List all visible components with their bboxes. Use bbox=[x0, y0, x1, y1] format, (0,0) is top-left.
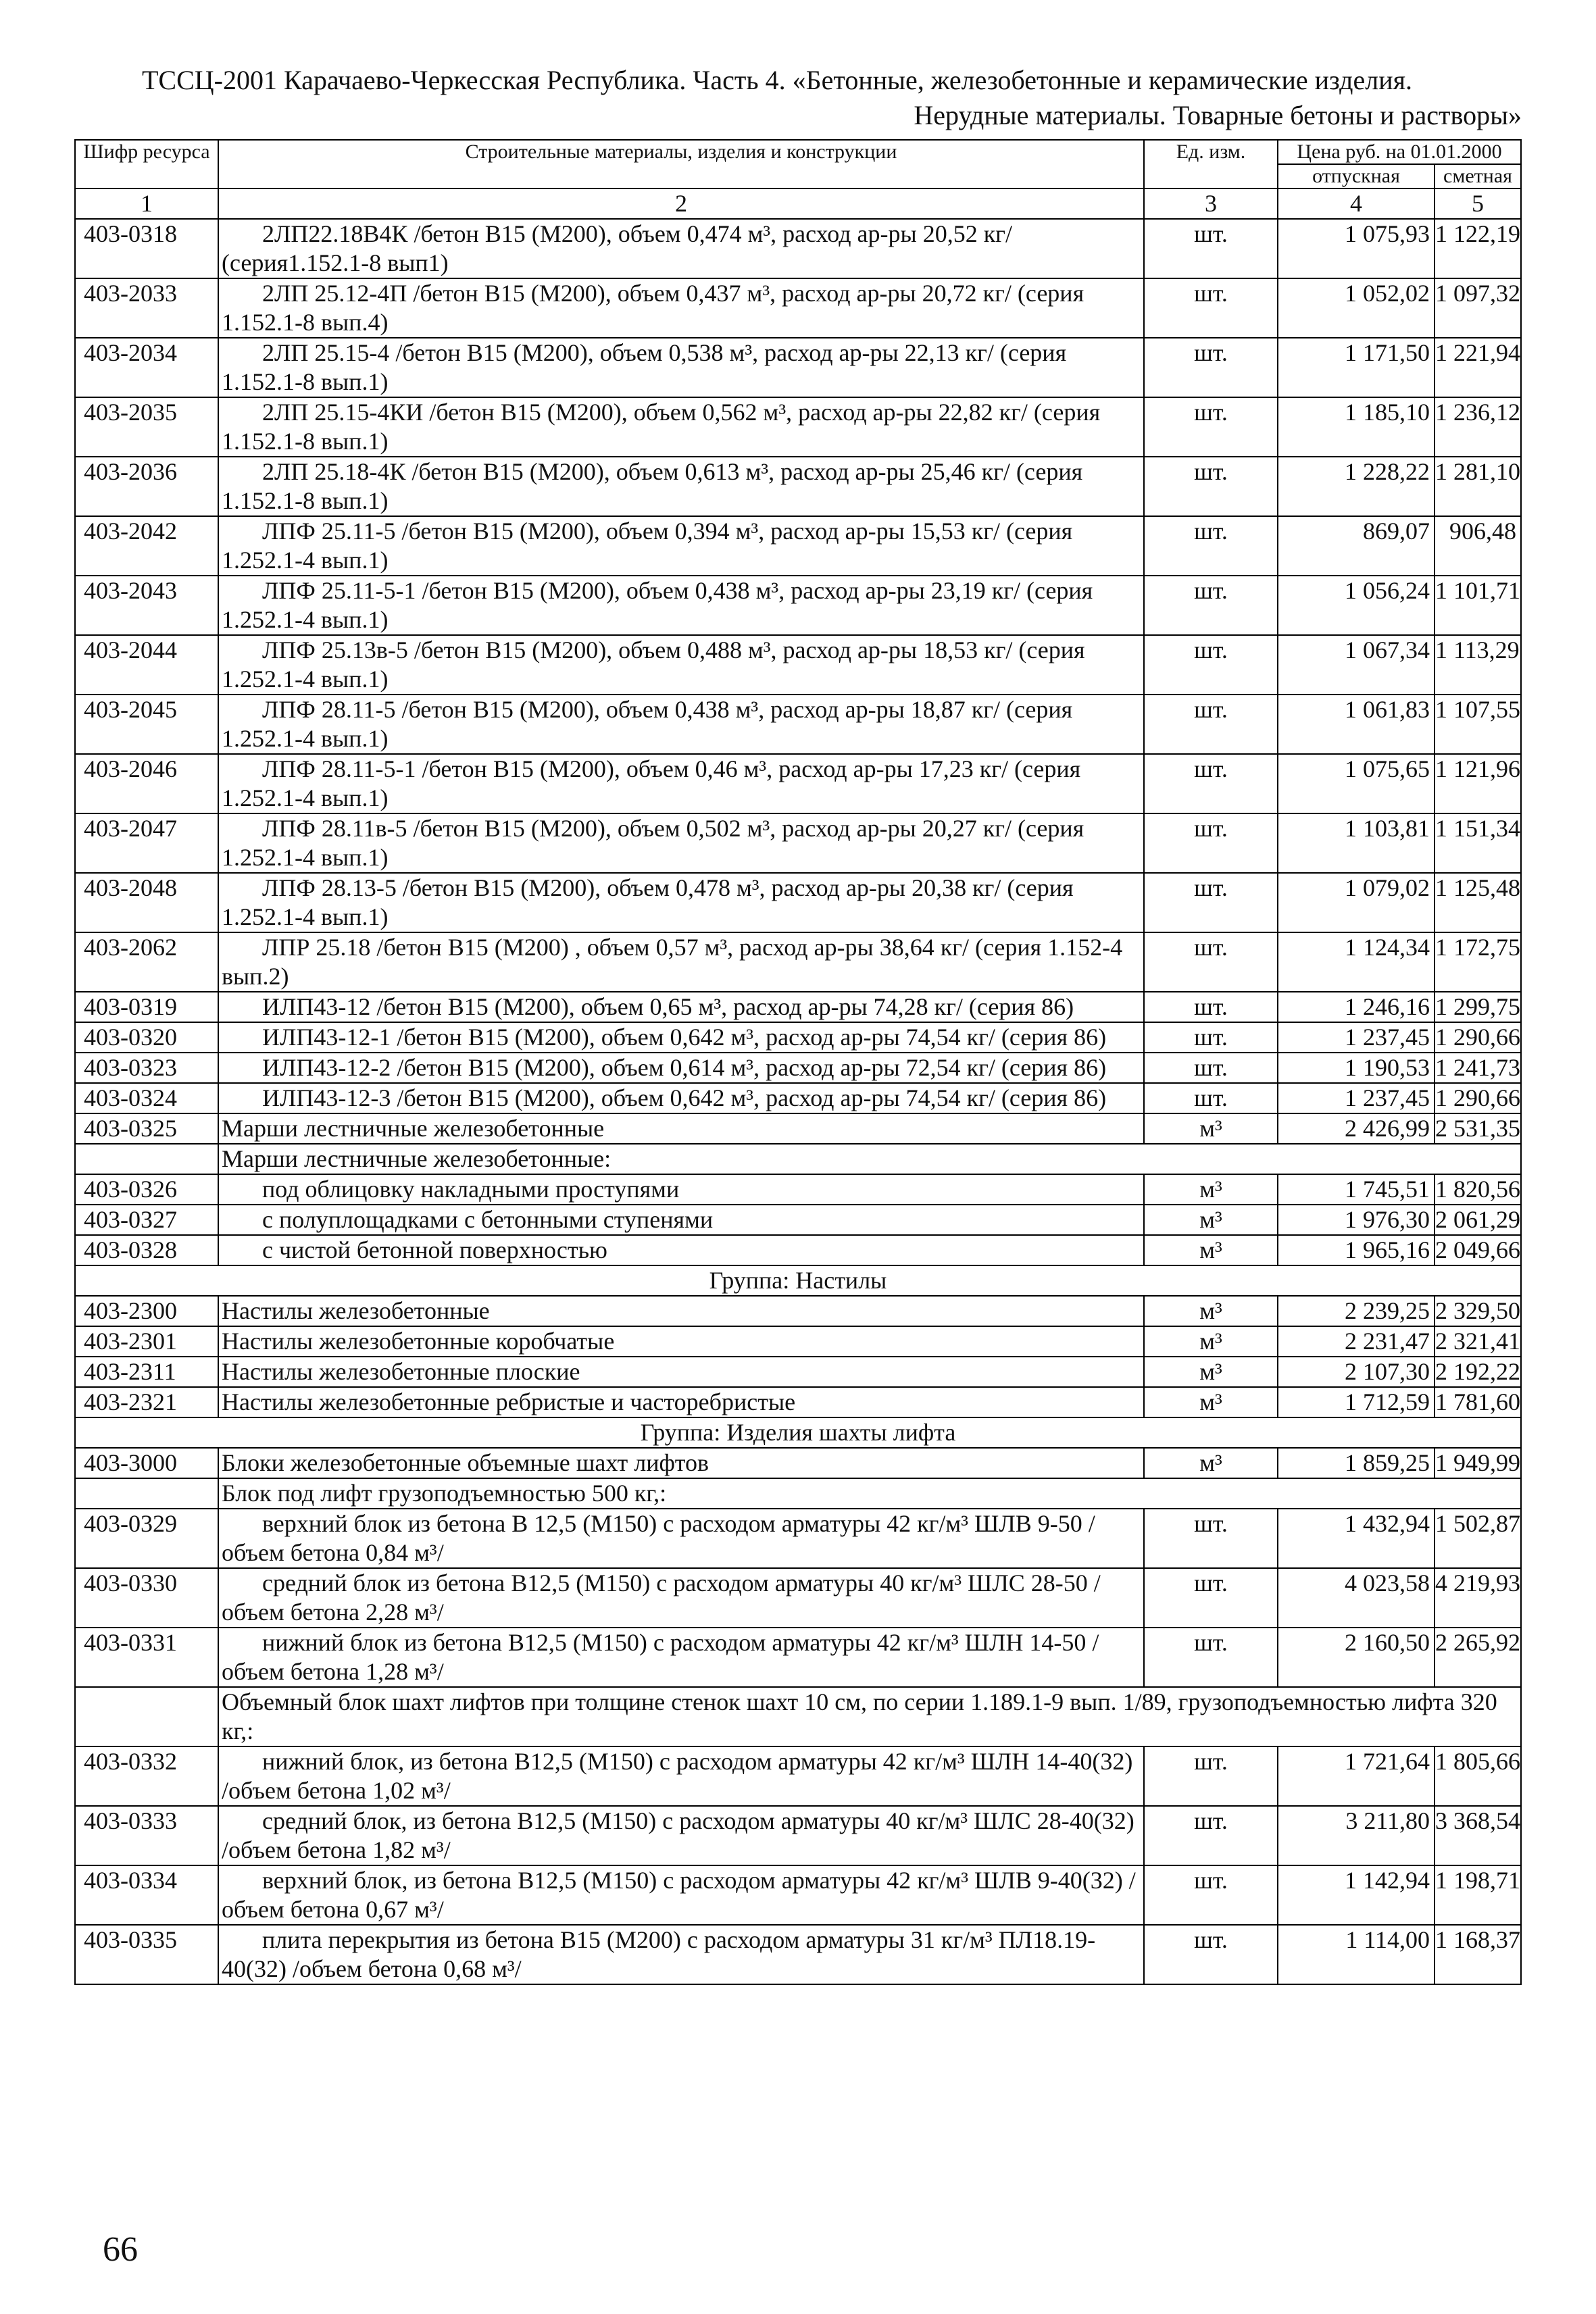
estimate-price: 1 172,75 bbox=[1435, 932, 1521, 992]
table-row bbox=[75, 397, 1521, 457]
group-heading: Группа: Настилы bbox=[75, 1265, 1521, 1296]
resource-code: 403-0323 bbox=[75, 1053, 218, 1083]
resource-code: 403-0329 bbox=[75, 1509, 218, 1568]
table-section bbox=[75, 1746, 1521, 1984]
material-name: ЛПФ 28.11в-5 /бетон В15 (М200), объем 0,502 м³, расход ар-ры 20,27 кг/ (серия 1.252.1-4 вып.1) bbox=[218, 813, 1144, 873]
estimate-price: 1 168,37 bbox=[1435, 1925, 1521, 1984]
estimate-price: 2 265,92 bbox=[1435, 1628, 1521, 1687]
price-table bbox=[74, 139, 1522, 1985]
release-price: 1 056,24 bbox=[1278, 576, 1435, 635]
estimate-price: 1 151,34 bbox=[1435, 813, 1521, 873]
table-row bbox=[75, 1746, 1521, 1806]
empty-cell bbox=[75, 1687, 218, 1746]
table-row bbox=[75, 1806, 1521, 1865]
unit-of-measure: шт. bbox=[1144, 1083, 1278, 1113]
material-name: Настилы железобетонные коробчатые bbox=[218, 1326, 1144, 1357]
table-row bbox=[75, 813, 1521, 873]
release-price: 1 859,25 bbox=[1278, 1448, 1435, 1478]
release-price: 1 052,02 bbox=[1278, 278, 1435, 338]
resource-code: 403-2046 bbox=[75, 754, 218, 813]
material-name: ЛПФ 28.11-5-1 /бетон В15 (М200), объем 0,46 м³, расход ар-ры 17,23 кг/ (серия 1.252.1-4 вып.1) bbox=[218, 754, 1144, 813]
estimate-price: 3 368,54 bbox=[1435, 1806, 1521, 1865]
estimate-price: 1 221,94 bbox=[1435, 338, 1521, 397]
table-row bbox=[75, 695, 1521, 754]
release-price: 1 061,83 bbox=[1278, 695, 1435, 754]
resource-code: 403-2301 bbox=[75, 1326, 218, 1357]
release-price: 1 185,10 bbox=[1278, 397, 1435, 457]
resource-code: 403-2044 bbox=[75, 635, 218, 695]
estimate-price: 1 101,71 bbox=[1435, 576, 1521, 635]
material-name: под облицовку накладными проступями bbox=[218, 1174, 1144, 1205]
table-section bbox=[75, 1417, 1521, 1448]
resource-code: 403-0333 bbox=[75, 1806, 218, 1865]
unit-of-measure: шт. bbox=[1144, 516, 1278, 576]
material-name: ЛПФ 28.11-5 /бетон В15 (М200), объем 0,438 м³, расход ар-ры 18,87 кг/ (серия 1.252.1-4 вып.1) bbox=[218, 695, 1144, 754]
unit-of-measure: шт. bbox=[1144, 754, 1278, 813]
material-name: нижний блок, из бетона В12,5 (М150) с расходом арматуры 42 кг/м³ ШЛН 14-40(32) /объем бетона 1,02 м³/ bbox=[218, 1746, 1144, 1806]
document-title-line-2: Нерудные материалы. Товарные бетоны и растворы» bbox=[914, 100, 1522, 130]
material-name: ЛПФ 25.11-5 /бетон В15 (М200), объем 0,394 м³, расход ар-ры 15,53 кг/ (серия 1.252.1-4 вып.1) bbox=[218, 516, 1144, 576]
table-row bbox=[75, 1865, 1521, 1925]
column-header-code: Шифр ресурса bbox=[75, 140, 218, 188]
material-name: средний блок, из бетона В12,5 (М150) с расходом арматуры 40 кг/м³ ШЛС 28-40(32) /объем бетона 1,82 м³/ bbox=[218, 1806, 1144, 1865]
resource-code: 403-0326 bbox=[75, 1174, 218, 1205]
group-heading-row bbox=[75, 1417, 1521, 1448]
subheading-row bbox=[75, 1687, 1521, 1746]
empty-cell bbox=[75, 1144, 218, 1174]
unit-of-measure: шт. bbox=[1144, 932, 1278, 992]
table-section bbox=[75, 1265, 1521, 1296]
estimate-price: 2 321,41 bbox=[1435, 1326, 1521, 1357]
table-section bbox=[75, 219, 1521, 1144]
release-price: 1 075,93 bbox=[1278, 219, 1435, 278]
table-row bbox=[75, 1113, 1521, 1144]
resource-code: 403-2043 bbox=[75, 576, 218, 635]
resource-code: 403-0325 bbox=[75, 1113, 218, 1144]
unit-of-measure: шт. bbox=[1144, 1509, 1278, 1568]
estimate-price: 1 805,66 bbox=[1435, 1746, 1521, 1806]
table-row bbox=[75, 1053, 1521, 1083]
estimate-price: 1 781,60 bbox=[1435, 1387, 1521, 1417]
table-row bbox=[75, 1022, 1521, 1053]
table-row bbox=[75, 1357, 1521, 1387]
estimate-price: 2 329,50 bbox=[1435, 1296, 1521, 1326]
unit-of-measure: шт. bbox=[1144, 873, 1278, 932]
release-price: 2 160,50 bbox=[1278, 1628, 1435, 1687]
table-row bbox=[75, 754, 1521, 813]
material-name: верхний блок, из бетона В12,5 (М150) с расходом арматуры 42 кг/м³ ШЛВ 9-40(32) /объем бетона 0,67 м³/ bbox=[218, 1865, 1144, 1925]
material-name: верхний блок из бетона В 12,5 (М150) с расходом арматуры 42 кг/м³ ШЛВ 9-50 /объем бетона 0,84 м³/ bbox=[218, 1509, 1144, 1568]
table-row bbox=[75, 1448, 1521, 1478]
subheading-text: Марши лестничные железобетонные: bbox=[218, 1144, 1521, 1174]
estimate-price: 2 192,22 bbox=[1435, 1357, 1521, 1387]
release-price: 1 067,34 bbox=[1278, 635, 1435, 695]
unit-of-measure: шт. bbox=[1144, 397, 1278, 457]
table-row bbox=[75, 338, 1521, 397]
release-price: 1 712,59 bbox=[1278, 1387, 1435, 1417]
release-price: 1 976,30 bbox=[1278, 1205, 1435, 1235]
unit-of-measure: м³ bbox=[1144, 1205, 1278, 1235]
unit-of-measure: м³ bbox=[1144, 1387, 1278, 1417]
material-name: 2ЛП 25.15-4КИ /бетон В15 (М200), объем 0,562 м³, расход ар-ры 22,82 кг/ (серия 1.152.1-8 вып.1) bbox=[218, 397, 1144, 457]
unit-of-measure: шт. bbox=[1144, 992, 1278, 1022]
estimate-price: 1 299,75 bbox=[1435, 992, 1521, 1022]
resource-code: 403-0334 bbox=[75, 1865, 218, 1925]
resource-code: 403-2035 bbox=[75, 397, 218, 457]
material-name: 2ЛП 25.12-4П /бетон В15 (М200), объем 0,437 м³, расход ар-ры 20,72 кг/ (серия 1.152.1-8 вып.4) bbox=[218, 278, 1144, 338]
resource-code: 403-2045 bbox=[75, 695, 218, 754]
column-number: 3 bbox=[1144, 188, 1278, 219]
resource-code: 403-2321 bbox=[75, 1387, 218, 1417]
unit-of-measure: м³ bbox=[1144, 1357, 1278, 1387]
estimate-price: 1 502,87 bbox=[1435, 1509, 1521, 1568]
resource-code: 403-0330 bbox=[75, 1568, 218, 1628]
column-header-unit: Ед. изм. bbox=[1144, 140, 1278, 188]
release-price: 1 142,94 bbox=[1278, 1865, 1435, 1925]
subheading-row bbox=[75, 1144, 1521, 1174]
unit-of-measure: шт. bbox=[1144, 576, 1278, 635]
release-price: 1 114,00 bbox=[1278, 1925, 1435, 1984]
unit-of-measure: шт. bbox=[1144, 457, 1278, 516]
estimate-price: 1 290,66 bbox=[1435, 1083, 1521, 1113]
table-row bbox=[75, 1628, 1521, 1687]
material-name: нижний блок из бетона В12,5 (М150) с расходом арматуры 42 кг/м³ ШЛН 14-50 /объем бетона 1,28 м³/ bbox=[218, 1628, 1144, 1687]
unit-of-measure: шт. bbox=[1144, 278, 1278, 338]
subheading-text: Блок под лифт грузоподъемностью 500 кг,: bbox=[218, 1478, 1521, 1509]
unit-of-measure: м³ bbox=[1144, 1113, 1278, 1144]
table-row bbox=[75, 1387, 1521, 1417]
release-price: 1 228,22 bbox=[1278, 457, 1435, 516]
table-section bbox=[75, 1478, 1521, 1509]
unit-of-measure: шт. bbox=[1144, 338, 1278, 397]
release-price: 1 237,45 bbox=[1278, 1022, 1435, 1053]
material-name: Настилы железобетонные bbox=[218, 1296, 1144, 1326]
unit-of-measure: м³ bbox=[1144, 1296, 1278, 1326]
column-number: 4 bbox=[1278, 188, 1435, 219]
unit-of-measure: шт. bbox=[1144, 1628, 1278, 1687]
unit-of-measure: м³ bbox=[1144, 1326, 1278, 1357]
resource-code: 403-2042 bbox=[75, 516, 218, 576]
column-number: 2 bbox=[218, 188, 1144, 219]
release-price: 1 171,50 bbox=[1278, 338, 1435, 397]
release-price: 1 965,16 bbox=[1278, 1235, 1435, 1265]
estimate-price: 1 241,73 bbox=[1435, 1053, 1521, 1083]
estimate-price: 4 219,93 bbox=[1435, 1568, 1521, 1628]
estimate-price: 2 049,66 bbox=[1435, 1235, 1521, 1265]
resource-code: 403-2311 bbox=[75, 1357, 218, 1387]
unit-of-measure: шт. bbox=[1144, 695, 1278, 754]
resource-code: 403-0328 bbox=[75, 1235, 218, 1265]
column-number: 1 bbox=[75, 188, 218, 219]
column-header-name: Строительные материалы, изделия и конструкции bbox=[218, 140, 1144, 188]
table-row bbox=[75, 992, 1521, 1022]
material-name: ИЛП43-12-3 /бетон В15 (М200), объем 0,642 м³, расход ар-ры 74,54 кг/ (серия 86) bbox=[218, 1083, 1144, 1113]
table-section bbox=[75, 1509, 1521, 1687]
release-price: 2 231,47 bbox=[1278, 1326, 1435, 1357]
resource-code: 403-0335 bbox=[75, 1925, 218, 1984]
release-price: 4 023,58 bbox=[1278, 1568, 1435, 1628]
unit-of-measure: шт. bbox=[1144, 1746, 1278, 1806]
estimate-price: 2 061,29 bbox=[1435, 1205, 1521, 1235]
table-row bbox=[75, 278, 1521, 338]
material-name: Блоки железобетонные объемные шахт лифтов bbox=[218, 1448, 1144, 1478]
resource-code: 403-2036 bbox=[75, 457, 218, 516]
table-row bbox=[75, 1509, 1521, 1568]
resource-code: 403-2048 bbox=[75, 873, 218, 932]
subheading-row bbox=[75, 1478, 1521, 1509]
group-heading: Группа: Изделия шахты лифта bbox=[75, 1417, 1521, 1448]
empty-cell bbox=[75, 1478, 218, 1509]
release-price: 2 107,30 bbox=[1278, 1357, 1435, 1387]
table-section bbox=[75, 1687, 1521, 1746]
table-row bbox=[75, 1296, 1521, 1326]
release-price: 1 103,81 bbox=[1278, 813, 1435, 873]
release-price: 1 079,02 bbox=[1278, 873, 1435, 932]
resource-code: 403-0319 bbox=[75, 992, 218, 1022]
resource-code: 403-2033 bbox=[75, 278, 218, 338]
table-row bbox=[75, 1174, 1521, 1205]
unit-of-measure: м³ bbox=[1144, 1174, 1278, 1205]
material-name: Настилы железобетонные плоские bbox=[218, 1357, 1144, 1387]
release-price: 1 745,51 bbox=[1278, 1174, 1435, 1205]
estimate-price: 1 281,10 bbox=[1435, 457, 1521, 516]
resource-code: 403-0324 bbox=[75, 1083, 218, 1113]
material-name: ИЛП43-12-1 /бетон В15 (М200), объем 0,642 м³, расход ар-ры 74,54 кг/ (серия 86) bbox=[218, 1022, 1144, 1053]
table-row bbox=[75, 1083, 1521, 1113]
release-price: 1 124,34 bbox=[1278, 932, 1435, 992]
table-section bbox=[75, 1174, 1521, 1265]
release-price: 1 190,53 bbox=[1278, 1053, 1435, 1083]
table-section bbox=[75, 1296, 1521, 1417]
table-row bbox=[75, 576, 1521, 635]
resource-code: 403-2300 bbox=[75, 1296, 218, 1326]
page-number: 66 bbox=[103, 2230, 138, 2269]
estimate-price: 1 097,32 bbox=[1435, 278, 1521, 338]
release-price: 2 426,99 bbox=[1278, 1113, 1435, 1144]
table-section bbox=[75, 1448, 1521, 1478]
table-row bbox=[75, 635, 1521, 695]
group-heading-row bbox=[75, 1265, 1521, 1296]
release-price: 1 237,45 bbox=[1278, 1083, 1435, 1113]
material-name: с чистой бетонной поверхностью bbox=[218, 1235, 1144, 1265]
column-header-estimate-price: сметная bbox=[1435, 164, 1521, 188]
release-price: 1 721,64 bbox=[1278, 1746, 1435, 1806]
column-number: 5 bbox=[1435, 188, 1521, 219]
resource-code: 403-0331 bbox=[75, 1628, 218, 1687]
material-name: ИЛП43-12 /бетон В15 (М200), объем 0,65 м³, расход ар-ры 74,28 кг/ (серия 86) bbox=[218, 992, 1144, 1022]
release-price: 869,07 bbox=[1278, 516, 1435, 576]
material-name: средний блок из бетона В12,5 (М150) с расходом арматуры 40 кг/м³ ШЛС 28-50 /объем бетона 2,28 м³/ bbox=[218, 1568, 1144, 1628]
document-title-line-1: ТССЦ-2001 Карачаево-Черкесская Республика. Часть 4. «Бетонные, железобетонные и керамические изделия. bbox=[141, 65, 1413, 95]
unit-of-measure: м³ bbox=[1144, 1235, 1278, 1265]
material-name: ИЛП43-12-2 /бетон В15 (М200), объем 0,614 м³, расход ар-ры 72,54 кг/ (серия 86) bbox=[218, 1053, 1144, 1083]
material-name: с полуплощадками с бетонными ступенями bbox=[218, 1205, 1144, 1235]
unit-of-measure: шт. bbox=[1144, 1865, 1278, 1925]
unit-of-measure: шт. bbox=[1144, 1806, 1278, 1865]
material-name: 2ЛП 25.15-4 /бетон В15 (М200), объем 0,538 м³, расход ар-ры 22,13 кг/ (серия 1.152.1-8 вып.1) bbox=[218, 338, 1144, 397]
resource-code: 403-0327 bbox=[75, 1205, 218, 1235]
resource-code: 403-0320 bbox=[75, 1022, 218, 1053]
table-section bbox=[75, 1144, 1521, 1174]
unit-of-measure: шт. bbox=[1144, 1925, 1278, 1984]
material-name: ЛПФ 25.13в-5 /бетон В15 (М200), объем 0,488 м³, расход ар-ры 18,53 кг/ (серия 1.252.1-4 вып.1) bbox=[218, 635, 1144, 695]
resource-code: 403-2034 bbox=[75, 338, 218, 397]
table-row bbox=[75, 219, 1521, 278]
material-name: ЛПФ 25.11-5-1 /бетон В15 (М200), объем 0,438 м³, расход ар-ры 23,19 кг/ (серия 1.252.1-4 вып.1) bbox=[218, 576, 1144, 635]
unit-of-measure: шт. bbox=[1144, 813, 1278, 873]
material-name: ЛПР 25.18 /бетон В15 (М200) , объем 0,57 м³, расход ар-ры 38,64 кг/ (серия 1.152-4 вып.2) bbox=[218, 932, 1144, 992]
estimate-price: 1 107,55 bbox=[1435, 695, 1521, 754]
unit-of-measure: шт. bbox=[1144, 1568, 1278, 1628]
material-name: ЛПФ 28.13-5 /бетон В15 (М200), объем 0,478 м³, расход ар-ры 20,38 кг/ (серия 1.252.1-4 вып.1) bbox=[218, 873, 1144, 932]
column-header-price: Цена руб. на 01.01.2000 bbox=[1278, 140, 1521, 164]
table-row bbox=[75, 1925, 1521, 1984]
resource-code: 403-2047 bbox=[75, 813, 218, 873]
estimate-price: 1 198,71 bbox=[1435, 1865, 1521, 1925]
table-row bbox=[75, 873, 1521, 932]
release-price: 3 211,80 bbox=[1278, 1806, 1435, 1865]
table-row bbox=[75, 457, 1521, 516]
estimate-price: 1 290,66 bbox=[1435, 1022, 1521, 1053]
material-name: 2ЛП22.18В4К /бетон В15 (М200), объем 0,474 м³, расход ар-ры 20,52 кг/ (серия1.152.1-8 вып1) bbox=[218, 219, 1144, 278]
release-price: 2 239,25 bbox=[1278, 1296, 1435, 1326]
material-name: 2ЛП 25.18-4К /бетон В15 (М200), объем 0,613 м³, расход ар-ры 25,46 кг/ (серия 1.152.1-8 вып.1) bbox=[218, 457, 1144, 516]
column-header-release-price: отпускная bbox=[1278, 164, 1435, 188]
table-row bbox=[75, 1326, 1521, 1357]
unit-of-measure: шт. bbox=[1144, 1053, 1278, 1083]
resource-code: 403-2062 bbox=[75, 932, 218, 992]
table-row bbox=[75, 932, 1521, 992]
estimate-price: 1 122,19 bbox=[1435, 219, 1521, 278]
estimate-price: 1 113,29 bbox=[1435, 635, 1521, 695]
resource-code: 403-0332 bbox=[75, 1746, 218, 1806]
estimate-price: 1 949,99 bbox=[1435, 1448, 1521, 1478]
table-row bbox=[75, 1568, 1521, 1628]
estimate-price: 1 121,96 bbox=[1435, 754, 1521, 813]
release-price: 1 246,16 bbox=[1278, 992, 1435, 1022]
release-price: 1 432,94 bbox=[1278, 1509, 1435, 1568]
estimate-price: 2 531,35 bbox=[1435, 1113, 1521, 1144]
table-row bbox=[75, 1205, 1521, 1235]
estimate-price: 906,48 bbox=[1435, 516, 1521, 576]
subheading-text: Объемный блок шахт лифтов при толщине стенок шахт 10 см, по серии 1.189.1-9 вып. 1/89, грузоподъемностью лифта 320 кг,: bbox=[218, 1687, 1521, 1746]
unit-of-measure: шт. bbox=[1144, 635, 1278, 695]
release-price: 1 075,65 bbox=[1278, 754, 1435, 813]
material-name: Настилы железобетонные ребристые и часторебристые bbox=[218, 1387, 1144, 1417]
unit-of-measure: м³ bbox=[1144, 1448, 1278, 1478]
material-name: Марши лестничные железобетонные bbox=[218, 1113, 1144, 1144]
resource-code: 403-0318 bbox=[75, 219, 218, 278]
unit-of-measure: шт. bbox=[1144, 219, 1278, 278]
table-row bbox=[75, 1235, 1521, 1265]
material-name: плита перекрытия из бетона В15 (М200) с расходом арматуры 31 кг/м³ ПЛ18.19-40(32) /объем бетона 0,68 м³/ bbox=[218, 1925, 1144, 1984]
estimate-price: 1 820,56 bbox=[1435, 1174, 1521, 1205]
estimate-price: 1 236,12 bbox=[1435, 397, 1521, 457]
table-row bbox=[75, 516, 1521, 576]
unit-of-measure: шт. bbox=[1144, 1022, 1278, 1053]
estimate-price: 1 125,48 bbox=[1435, 873, 1521, 932]
resource-code: 403-3000 bbox=[75, 1448, 218, 1478]
